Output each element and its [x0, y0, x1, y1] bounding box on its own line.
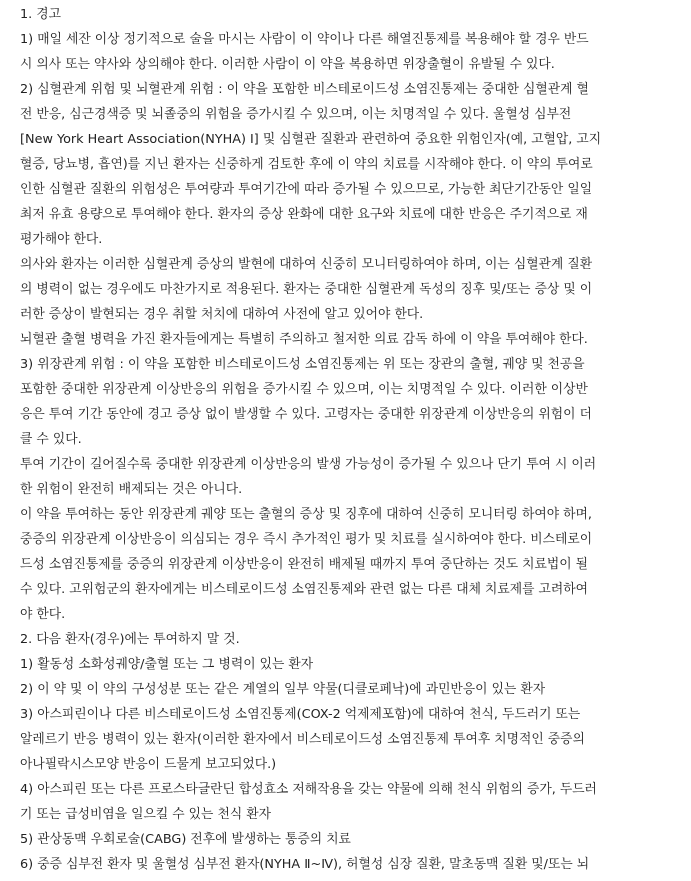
section-heading: 2. 다음 환자(경우)에는 투여하지 말 것. [20, 632, 240, 647]
text-line: 의사와 환자는 이러한 심혈관계 증상의 발현에 대하여 신중히 모니터링하여야 하며, 이는 심혈관계 질환 [20, 257, 593, 272]
text-line: 투여 기간이 길어질수록 중대한 위장관계 이상반응의 발생 가능성이 증가될 수 있으나 단기 투여 시 이러 [20, 457, 597, 472]
text-line: 알레르기 반응 병력이 있는 환자(이러한 환자에서 비스테로이드성 소염진통제 투여후 치명적인 중증의 [20, 732, 585, 747]
text-line: 포함한 중대한 위장관계 이상반응의 위험을 증가시킬 수 있으며, 이는 치명적일 수 있다. 이러한 이상반 [20, 382, 588, 397]
text-line: 드성 소염진통제를 중증의 위장관계 이상반응이 완전히 배제될 때까지 투여 중단하는 것도 치료법이 될 [20, 557, 589, 572]
text-line: 아나필락시스모양 반응이 드물게 보고되었다.) [20, 757, 277, 772]
text-line: 응은 투여 기간 동안에 경고 증상 없이 발생할 수 있다. 고령자는 중대한 위장관계 이상반응의 위험이 더 [20, 407, 592, 422]
text-line: 3) 아스피린이나 다른 비스테로이드성 소염진통제(COX-2 억제제포함)에 대하여 천식, 두드러기 또는 [20, 707, 581, 722]
section-heading: 1. 경고 [20, 7, 62, 22]
text-line: 야 한다. [20, 607, 66, 622]
text-line: 6) 중증 심부전 환자 및 울혈성 심부전 환자(NYHA Ⅱ~Ⅳ), 허혈성 심장 질환, 말초동맥 질환 및/또는 뇌 [20, 857, 590, 872]
text-line: 인한 심혈관 질환의 위험성은 투여량과 투여기간에 따라 증가될 수 있으므로, 가능한 최단기간동안 일일 [20, 182, 593, 197]
text-line: 전 반응, 심근경색증 및 뇌졸중의 위험을 증가시킬 수 있으며, 이는 치명적일 수 있다. 울혈성 심부전 [20, 107, 572, 122]
text-line: 최저 유효 용량으로 투여해야 한다. 환자의 증상 완화에 대한 요구와 치료에 대한 반응은 주기적으로 재 [20, 207, 588, 222]
text-line: 1) 활동성 소화성궤양/출혈 또는 그 병력이 있는 환자 [20, 657, 314, 672]
text-line: 이 약을 투여하는 동안 위장관계 궤양 또는 출혈의 증상 및 징후에 대하여 신중히 모니터링 하여야 하며, [20, 507, 592, 522]
text-line: 1) 매일 세잔 이상 정기적으로 술을 마시는 사람이 이 약이나 다른 해열진통제를 복용해야 할 경우 반드 [20, 32, 589, 47]
text-line: 2) 이 약 및 이 약의 구성성분 또는 같은 계열의 일부 약물(디클로페낙)에 과민반응이 있는 환자 [20, 682, 546, 697]
text-line: 평가해야 한다. [20, 232, 103, 247]
text-line: 4) 아스피린 또는 다른 프로스타글란딘 합성효소 저해작용을 갖는 약물에 의해 천식 위험의 증가, 두드러 [20, 782, 597, 797]
text-line: 혈증, 당뇨병, 흡연)를 지닌 환자는 신중하게 검토한 후에 이 약의 치료를 시작해야 한다. 이 약의 투여로 [20, 157, 593, 172]
text-line: 의 병력이 없는 경우에도 마찬가지로 적용된다. 환자는 중대한 심혈관계 독성의 징후 및/또는 증상 및 이 [20, 282, 593, 297]
text-line: 클 수 있다. [20, 432, 82, 447]
text-line: 한 위험이 완전히 배제되는 것은 아니다. [20, 482, 243, 497]
text-line: 기 또는 급성비염을 일으킬 수 있는 천식 환자 [20, 807, 271, 822]
text-line: 뇌혈관 출혈 병력을 가진 환자들에게는 특별히 주의하고 철저한 의료 감독 하에 이 약을 투여해야 한다. [20, 332, 588, 347]
text-line: [New York Heart Association(NYHA) Ⅰ] 및 심혈관 질환과 관련하여 중요한 위험인자(예, 고혈압, 고지 [20, 132, 602, 147]
text-line: 중증의 위장관계 이상반응이 의심되는 경우 즉시 추가적인 평가 및 치료를 실시하여야 한다. 비스테로이 [20, 532, 593, 547]
text-line: 시 의사 또는 약사와 상의해야 한다. 이러한 사람이 이 약을 복용하면 위장출혈이 유발될 수 있다. [20, 57, 555, 72]
text-line: 2) 심혈관계 위험 및 뇌혈관계 위험 : 이 약을 포함한 비스테로이드성 소염진통제는 중대한 심혈관계 혈 [20, 82, 589, 97]
text-line: 러한 증상이 발현되는 경우 취할 처치에 대하여 사전에 알고 있어야 한다. [20, 307, 424, 322]
text-line: 수 있다. 고위험군의 환자에게는 비스테로이드성 소염진통제와 관련 없는 다른 대체 치료제를 고려하여 [20, 582, 589, 597]
text-line: 5) 관상동맥 우회로술(CABG) 전후에 발생하는 통증의 치료 [20, 832, 351, 847]
text-line: 3) 위장관계 위험 : 이 약을 포함한 비스테로이드성 소염진통제는 위 또는 장관의 출혈, 궤양 및 천공을 [20, 357, 585, 372]
